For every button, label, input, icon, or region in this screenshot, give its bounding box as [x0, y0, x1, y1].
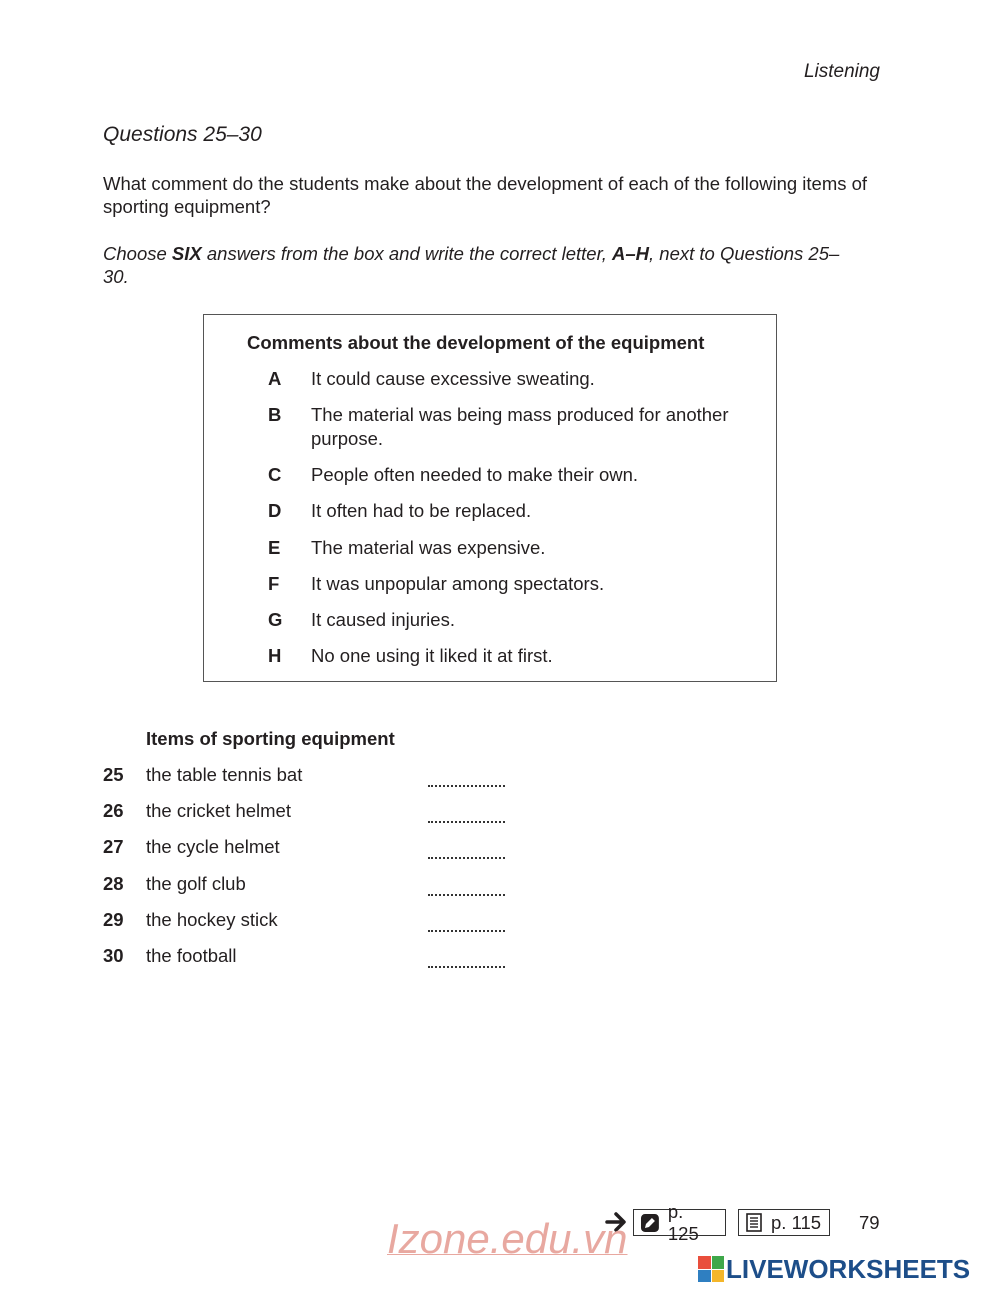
question-number: 27	[103, 836, 124, 857]
question-label: the cricket helmet	[146, 800, 291, 821]
option-letter: F	[268, 573, 280, 594]
options-box-title: Comments about the development of the equipment	[247, 332, 705, 353]
option-text: The material was expensive.	[311, 537, 546, 558]
questions-prompt: What comment do the students make about the development of each of the following items of sporting equipment?	[103, 173, 868, 217]
option-letter: H	[268, 645, 282, 666]
question-number: 29	[103, 909, 124, 930]
question-number: 26	[103, 800, 124, 821]
option-letter: E	[268, 537, 281, 558]
watermark: Izone.edu.vn	[387, 1215, 628, 1262]
reference-box-pencil	[633, 1200, 726, 1244]
question-label: the cycle helmet	[146, 836, 280, 857]
option-letter: A	[268, 368, 282, 389]
question-label: the table tennis bat	[146, 764, 303, 785]
option-text: It was unpopular among spectators.	[311, 573, 605, 594]
question-29	[103, 909, 523, 935]
question-number: 30	[103, 945, 124, 966]
page-number: 79	[859, 1212, 880, 1233]
instruction-part: answers from the box and write the correct letter,	[201, 243, 612, 264]
questions-instruction	[103, 242, 863, 288]
option-text: It could cause excessive sweating.	[311, 368, 595, 389]
question-number: 25	[103, 764, 124, 785]
option-letter: B	[268, 404, 282, 425]
answer-blank[interactable]	[428, 818, 505, 823]
option-letter: G	[268, 609, 283, 630]
question-30	[103, 945, 523, 971]
questions-title: Questions 25–30	[103, 123, 262, 146]
reference-page: p. 115	[771, 1211, 822, 1233]
options-box	[203, 314, 777, 682]
items-title: Items of sporting equipment	[146, 728, 395, 749]
liveworksheets-blocks-icon	[698, 1256, 724, 1282]
answer-blank[interactable]	[428, 963, 505, 968]
liveworksheets-logo[interactable]	[698, 1254, 970, 1284]
question-label: the golf club	[146, 873, 246, 894]
question-26	[103, 800, 523, 826]
reference-page: p. 125	[667, 1200, 699, 1244]
reference-box-notes	[738, 1209, 830, 1236]
answer-blank[interactable]	[428, 927, 505, 932]
question-label: the hockey stick	[146, 909, 278, 930]
question-label: the football	[146, 945, 237, 966]
option-text: It caused injuries.	[311, 609, 455, 630]
option-text: The material was being mass produced for another purpose.	[311, 404, 729, 449]
answer-blank[interactable]	[428, 854, 505, 859]
liveworksheets-brand: LIVEWORKSHEETS	[726, 1253, 971, 1284]
option-letter: D	[268, 500, 282, 521]
option-text: No one using it liked it at first.	[311, 645, 553, 666]
option-letter: C	[268, 464, 282, 485]
answer-blank[interactable]	[428, 891, 505, 896]
instruction-bold-range: A–H	[612, 243, 650, 264]
answer-blank[interactable]	[428, 782, 505, 787]
question-25	[103, 764, 523, 790]
question-27	[103, 836, 523, 862]
option-text: It often had to be replaced.	[311, 500, 532, 521]
question-number: 28	[103, 873, 124, 894]
instruction-part: Choose	[103, 243, 172, 264]
question-28	[103, 873, 523, 899]
instruction-bold-count: SIX	[171, 243, 202, 264]
notepad-icon	[745, 1212, 763, 1233]
pencil-icon	[640, 1213, 660, 1233]
section-header: Listening	[803, 61, 880, 82]
option-text: People often needed to make their own.	[311, 464, 639, 485]
instruction-part: , next to Questions 25–30.	[103, 243, 840, 287]
